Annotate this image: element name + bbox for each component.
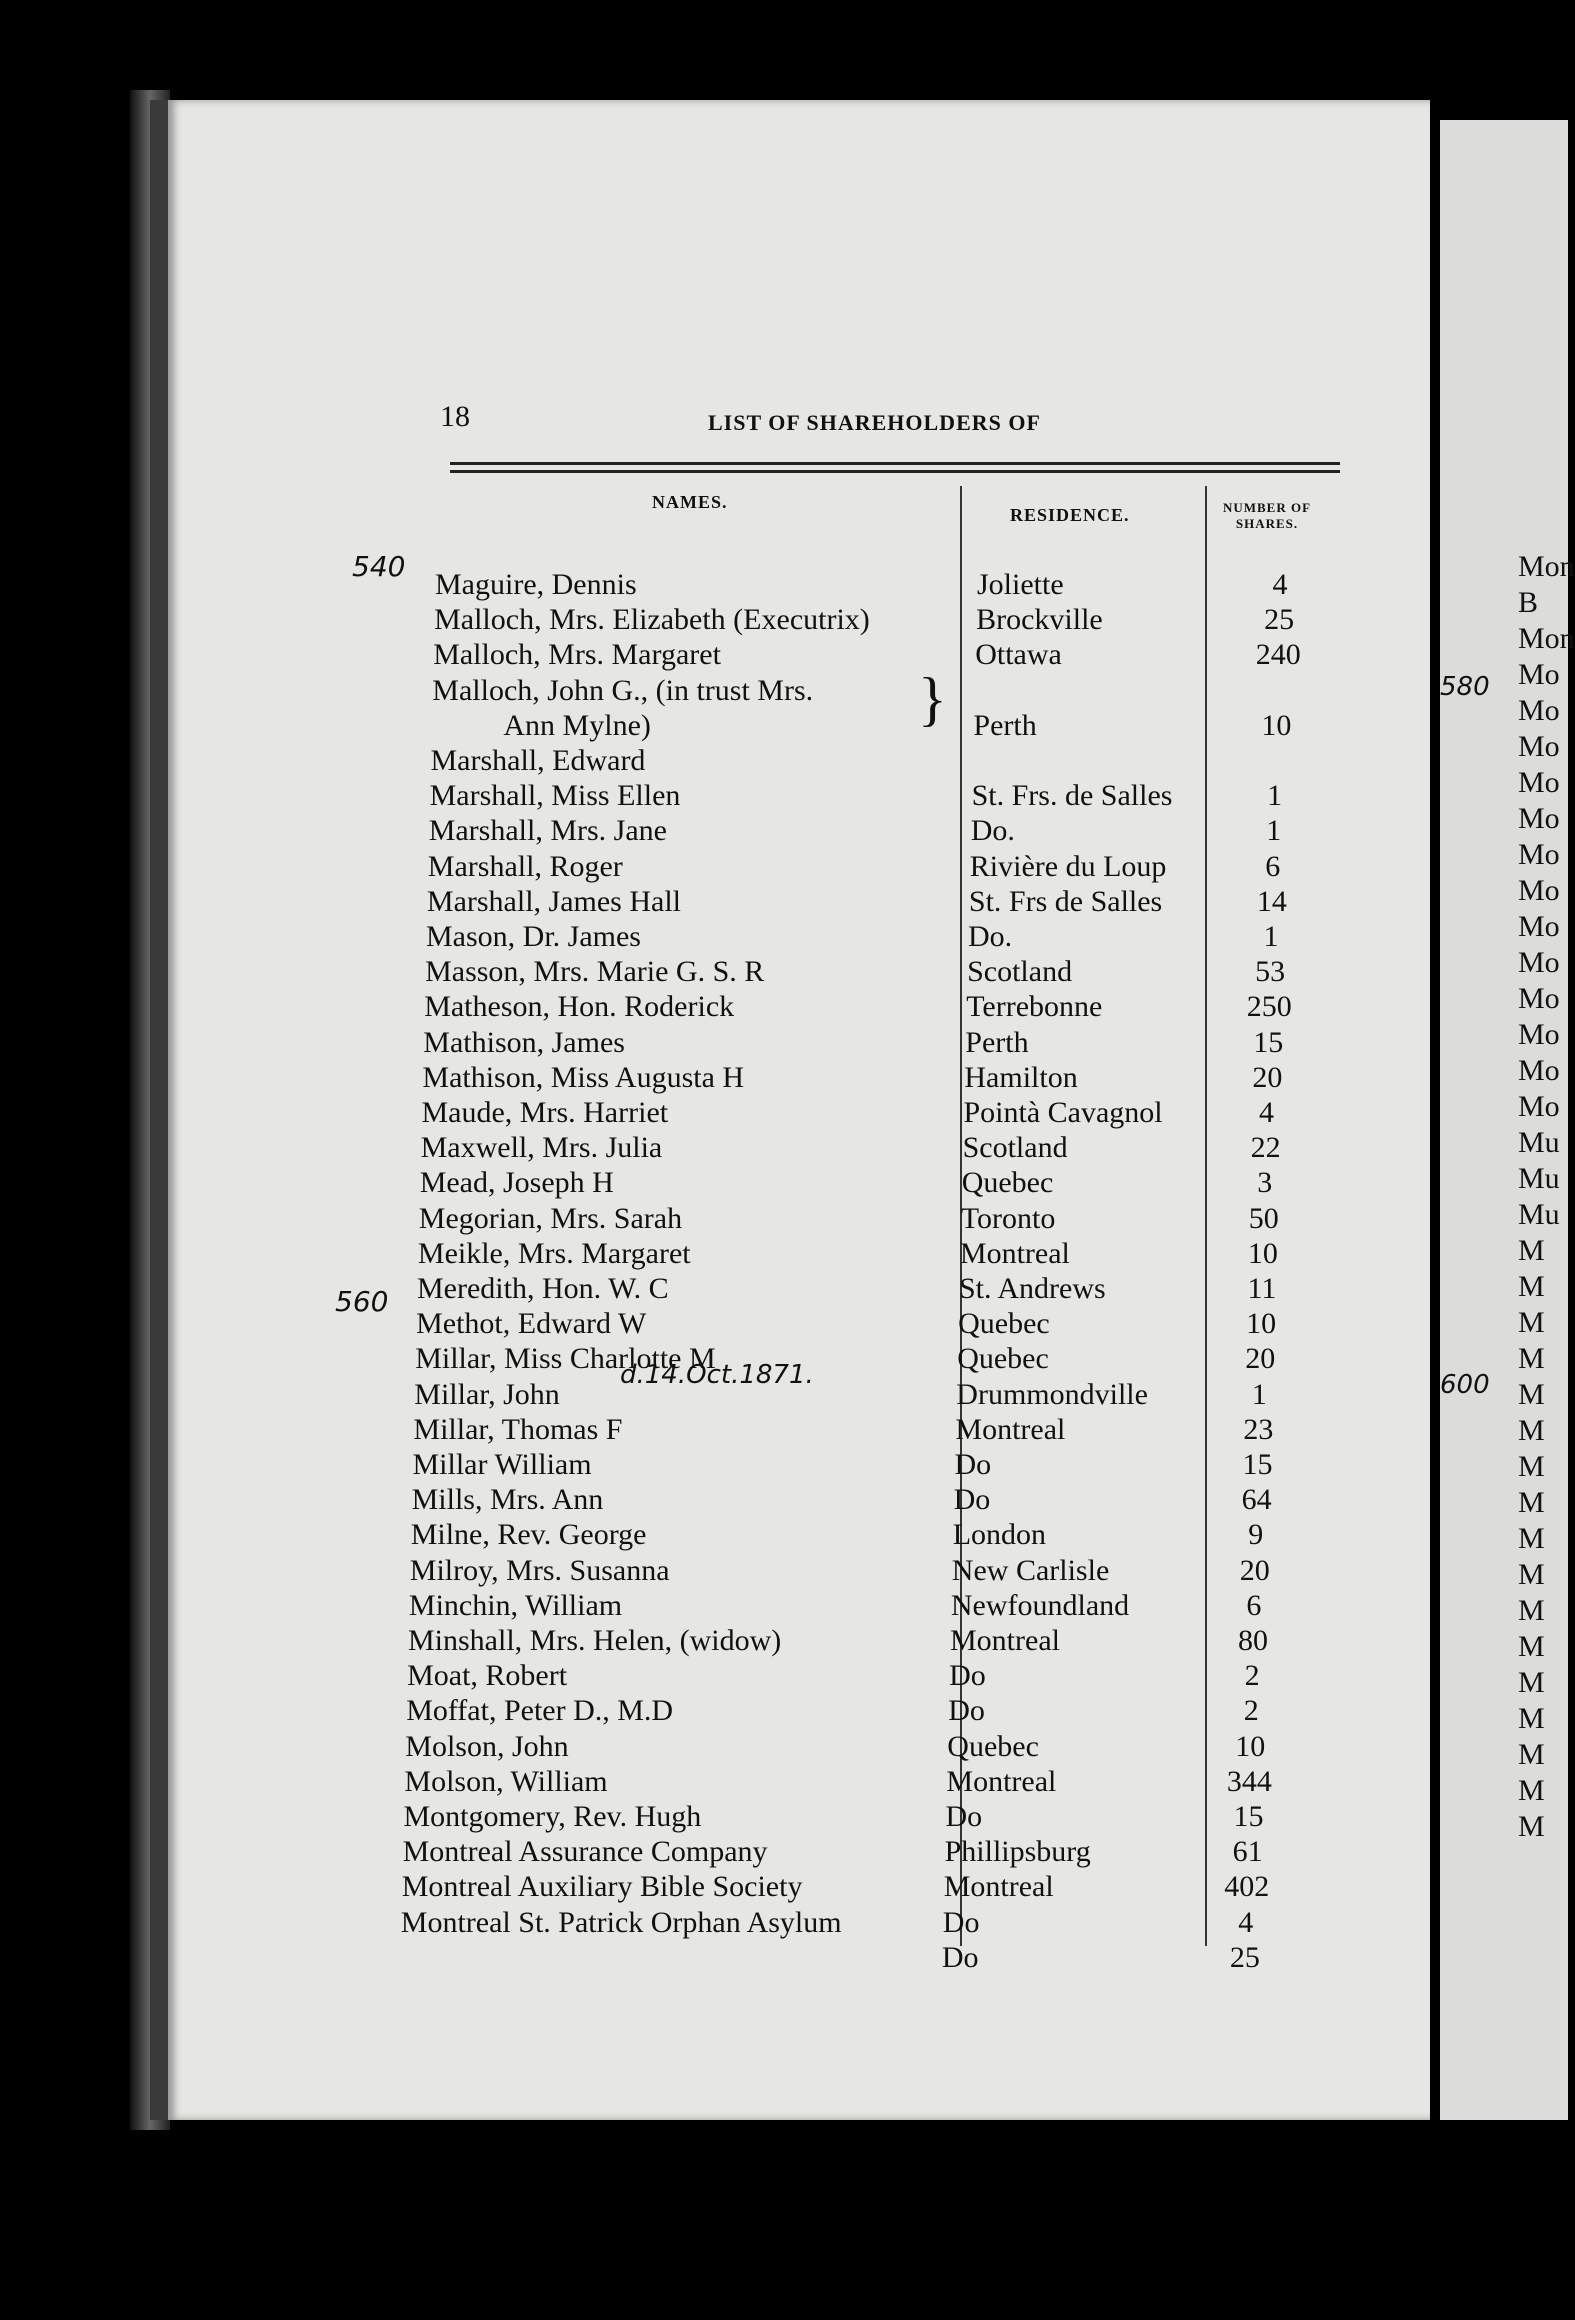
shareholder-name: Mathison, Miss Augusta H <box>422 1060 745 1094</box>
shareholder-name: Millar, Thomas F <box>413 1412 623 1446</box>
shareholder-residence: Do <box>941 1940 979 1974</box>
table-row <box>431 744 1331 779</box>
shareholder-shares: 4 <box>1238 1905 1254 1939</box>
margin-mark-560: 560 <box>335 1285 389 1318</box>
table-row <box>426 920 1326 955</box>
table-row <box>425 955 1325 990</box>
shareholder-name: Molson, William <box>404 1764 608 1798</box>
shareholder-name: Montgomery, Rev. Hugh <box>403 1800 702 1833</box>
table-row <box>419 1202 1319 1237</box>
facing-page-fragment: Mo <box>1518 694 1560 727</box>
shareholder-shares: 80 <box>1238 1624 1268 1657</box>
shareholder-residence: Perth <box>965 1025 1029 1059</box>
table-row <box>410 1554 1310 1589</box>
shareholder-name: Meikle, Mrs. Margaret <box>417 1236 691 1270</box>
facing-page-fragment: Mon <box>1518 622 1575 655</box>
shareholder-residence: Quebec <box>957 1342 1049 1376</box>
shareholder-name: Mason, Dr. James <box>426 920 641 953</box>
table-row <box>421 1131 1321 1166</box>
table-row <box>408 1624 1308 1659</box>
table-row <box>414 1378 1314 1413</box>
shareholder-residence: Ottawa <box>975 638 1062 672</box>
facing-page-fragment: Mo <box>1518 766 1560 799</box>
table-row <box>404 1800 1304 1835</box>
shareholder-shares: 1 <box>1267 779 1283 813</box>
table-row <box>418 1237 1318 1272</box>
shareholder-name: Mathison, James <box>423 1025 625 1059</box>
table-row <box>413 1448 1313 1483</box>
table-row <box>431 709 1331 744</box>
facing-page-fragment: Mon <box>1518 550 1575 583</box>
shareholder-residence: Terrebonne <box>966 990 1103 1024</box>
shareholder-name: Malloch, Mrs. Margaret <box>433 638 721 672</box>
table-row <box>422 1096 1322 1131</box>
shareholder-shares: 9 <box>1248 1518 1264 1552</box>
shareholder-shares: 23 <box>1243 1412 1274 1446</box>
shareholder-name: Malloch, Mrs. Elizabeth (Executrix) <box>434 603 870 637</box>
table-row <box>412 1483 1312 1518</box>
shareholder-residence: London <box>952 1518 1047 1552</box>
shareholder-name: Maude, Mrs. Harriet <box>421 1096 669 1129</box>
shareholder-name: Marshall, Mrs. Jane <box>428 814 667 848</box>
shareholder-shares: 1 <box>1263 920 1279 953</box>
facing-page-fragment: M <box>1518 1702 1545 1735</box>
shareholder-shares: 1 <box>1266 814 1282 848</box>
facing-page-fragment: Mo <box>1518 730 1560 763</box>
shareholder-name: Marshall, Edward <box>430 744 646 777</box>
shareholder-residence: Do <box>953 1483 991 1517</box>
shareholder-name: Ann Mylne) <box>503 708 651 742</box>
col-header-residence: RESIDENCE. <box>1010 505 1130 525</box>
header-rule-top <box>450 462 1340 465</box>
shareholder-name: Megorian, Mrs. Sarah <box>418 1201 683 1235</box>
facing-page-fragment: M <box>1518 1810 1545 1843</box>
shareholder-residence: Drummondville <box>956 1377 1148 1411</box>
shareholder-name: Molson, John <box>405 1729 569 1763</box>
shareholder-name: Milroy, Mrs. Susanna <box>409 1553 670 1587</box>
margin-mark-540: 540 <box>352 550 406 583</box>
facing-page-fragment: M <box>1518 1666 1545 1699</box>
brace-mark: } <box>918 666 947 732</box>
shareholder-residence: Montreal <box>943 1870 1054 1904</box>
shareholder-shares: 3 <box>1257 1166 1273 1200</box>
shareholder-residence: Hamilton <box>964 1060 1078 1094</box>
shareholder-shares: 64 <box>1241 1483 1272 1517</box>
facing-page-fragment: Mo <box>1518 1018 1560 1051</box>
shareholder-shares: 25 <box>1229 1940 1260 1974</box>
shareholder-shares: 20 <box>1252 1060 1283 1094</box>
shareholder-name: Moffat, Peter D., M.D <box>406 1694 674 1728</box>
shareholder-residence: St. Frs. de Salles <box>971 779 1173 813</box>
facing-page-fragment: M <box>1518 1486 1545 1519</box>
facing-page-mark: 600 <box>1440 1370 1490 1400</box>
facing-page-fragment: Mo <box>1518 982 1560 1015</box>
facing-page-fragment: Mo <box>1518 658 1560 691</box>
shareholder-residence: Rivière du Loup <box>969 849 1167 883</box>
facing-page-fragment: M <box>1518 1630 1545 1663</box>
table-row <box>415 1342 1315 1377</box>
shareholder-name: Masson, Mrs. Marie G. S. R <box>425 955 765 989</box>
table-row <box>423 1026 1323 1061</box>
shareholder-residence: St. Andrews <box>959 1272 1106 1305</box>
shareholder-residence: Do. <box>970 814 1015 848</box>
shareholder-shares: 20 <box>1245 1342 1276 1376</box>
table-row <box>422 1061 1322 1096</box>
shareholder-name: Millar William <box>412 1448 592 1481</box>
header-rule-bottom <box>450 470 1340 473</box>
table-row <box>432 674 1332 709</box>
facing-page-fragment: M <box>1518 1738 1545 1771</box>
shareholder-name: Maxwell, Mrs. Julia <box>420 1131 663 1165</box>
facing-page-mark: 580 <box>1440 672 1490 702</box>
shareholder-residence: Montreal <box>950 1624 1060 1657</box>
shareholder-residence: Do. <box>968 920 1013 953</box>
page-title: LIST OF SHAREHOLDERS OF <box>708 410 1041 435</box>
death-note: d.14.Oct.1871. <box>620 1360 814 1390</box>
table-row <box>400 1941 1300 1976</box>
shareholder-name: Moat, Robert <box>407 1659 568 1693</box>
shareholder-residence: Montreal <box>955 1412 1066 1446</box>
facing-page-fragment: Mo <box>1518 838 1560 871</box>
shareholder-name: Meredith, Hon. W. C <box>417 1272 669 1305</box>
shareholder-name: Millar, John <box>414 1377 560 1411</box>
table-row <box>413 1413 1313 1448</box>
table-row <box>420 1166 1320 1201</box>
shareholder-residence: St. Frs de Salles <box>968 884 1163 918</box>
shareholder-name: Marshall, Roger <box>427 849 623 883</box>
shareholder-name: Montreal Assurance Company <box>402 1835 768 1869</box>
shareholder-name: Methot, Edward W <box>416 1307 647 1341</box>
shareholder-shares: 53 <box>1255 955 1286 989</box>
shareholder-shares: 240 <box>1255 638 1301 672</box>
shareholder-shares: 4 <box>1259 1096 1274 1129</box>
shareholder-name: Milne, Rev. George <box>410 1518 647 1552</box>
shareholder-shares: 6 <box>1265 849 1281 883</box>
shareholder-shares: 10 <box>1247 1236 1278 1270</box>
shareholder-shares: 10 <box>1235 1729 1266 1763</box>
facing-page-fragment: M <box>1518 1594 1545 1627</box>
shareholder-shares: 20 <box>1239 1553 1270 1587</box>
col-header-shares: NUMBER OF SHARES. <box>1222 500 1312 531</box>
shareholder-residence: Brockville <box>976 603 1103 637</box>
shareholder-shares: 10 <box>1246 1307 1277 1341</box>
table-row <box>424 990 1324 1025</box>
facing-page-fragment: Mo <box>1518 802 1560 835</box>
facing-page-fragment: Mu <box>1518 1162 1560 1195</box>
page-number: 18 <box>440 400 470 433</box>
facing-page-fragment: M <box>1518 1558 1545 1591</box>
shareholder-shares: 61 <box>1232 1835 1263 1869</box>
table-row <box>402 1870 1302 1905</box>
table-row <box>434 603 1334 638</box>
shareholder-residence: Perth <box>973 708 1037 742</box>
facing-page-fragment: M <box>1518 1378 1545 1411</box>
table-row <box>411 1518 1311 1553</box>
shareholder-shares: 50 <box>1248 1201 1279 1235</box>
table-row <box>404 1765 1304 1800</box>
shareholder-name: Montreal Auxiliary Bible Society <box>401 1870 803 1904</box>
shareholder-shares: 15 <box>1253 1025 1284 1059</box>
table-row <box>429 814 1329 849</box>
shareholder-name: Malloch, John G., (in trust Mrs. <box>432 673 814 707</box>
shareholder-residence: Pointà Cavagnol <box>963 1096 1163 1129</box>
table-row <box>428 850 1328 885</box>
facing-page-fragment: M <box>1518 1774 1545 1807</box>
table-row <box>427 885 1327 920</box>
shareholder-shares: 402 <box>1224 1870 1270 1904</box>
facing-page-fragment: M <box>1518 1414 1545 1447</box>
shareholder-residence: Do <box>945 1800 983 1833</box>
facing-page-fragment: M <box>1518 1450 1545 1483</box>
shareholder-name: Montreal St. Patrick Orphan Asylum <box>400 1905 842 1939</box>
shareholder-shares: 1 <box>1251 1377 1267 1411</box>
table-row <box>416 1307 1316 1342</box>
table-row <box>433 638 1333 673</box>
shareholder-name: Mills, Mrs. Ann <box>411 1483 604 1517</box>
shareholder-shares: 11 <box>1247 1272 1277 1305</box>
shareholder-residence: Quebec <box>961 1166 1054 1200</box>
facing-page-fragment: M <box>1518 1522 1545 1555</box>
shareholder-residence: Phillipsburg <box>944 1835 1091 1869</box>
facing-page-fragment: Mo <box>1518 946 1560 979</box>
shareholder-name: Marshall, Miss Ellen <box>429 779 681 813</box>
shareholder-shares: 6 <box>1246 1588 1262 1622</box>
shareholder-residence: Do <box>942 1905 980 1939</box>
shareholder-shares: 2 <box>1243 1694 1259 1728</box>
shareholder-shares: 4 <box>1272 568 1288 601</box>
facing-page-fragment: Mo <box>1518 1054 1560 1087</box>
shareholder-shares: 22 <box>1250 1131 1281 1165</box>
shareholder-residence: Montreal <box>959 1236 1070 1270</box>
shareholder-name: Millar, Miss Charlotte M <box>415 1342 716 1376</box>
facing-page-fragment: M <box>1518 1306 1545 1339</box>
shareholder-residence: Scotland <box>967 955 1073 989</box>
facing-page-fragment: Mo <box>1518 1090 1560 1123</box>
shareholder-residence: Montreal <box>946 1764 1057 1798</box>
shareholder-name: Minchin, William <box>408 1588 623 1622</box>
shareholder-name: Matheson, Hon. Roderick <box>424 990 735 1024</box>
table-row <box>406 1694 1306 1729</box>
facing-page-fragment: M <box>1518 1342 1545 1375</box>
table-row <box>417 1272 1317 1307</box>
shareholder-residence: New Carlisle <box>951 1553 1110 1587</box>
facing-page-fragment: Mu <box>1518 1126 1560 1159</box>
facing-page-fragment: M <box>1518 1234 1545 1267</box>
facing-page-fragment: Mo <box>1518 910 1560 943</box>
shareholder-shares: 15 <box>1233 1800 1264 1833</box>
shareholder-residence: Scotland <box>962 1131 1068 1165</box>
facing-page-fragment: M <box>1518 1270 1545 1303</box>
table-row <box>409 1589 1309 1624</box>
table-row <box>430 779 1330 814</box>
table-row <box>401 1906 1301 1941</box>
shareholder-shares: 344 <box>1226 1764 1272 1798</box>
facing-page-fragment: Mo <box>1518 874 1560 907</box>
shareholder-shares: 25 <box>1264 603 1295 637</box>
shareholder-residence: Joliette <box>977 568 1064 601</box>
shareholder-name: Mead, Joseph H <box>419 1166 614 1200</box>
table-row <box>403 1835 1303 1870</box>
shareholder-residence: Do <box>954 1448 992 1481</box>
shareholder-residence: Newfoundland <box>950 1588 1130 1622</box>
shareholder-residence: Do <box>948 1694 985 1728</box>
shareholder-shares: 10 <box>1261 708 1292 742</box>
facing-page-fragment: B <box>1518 586 1539 619</box>
col-header-names: NAMES. <box>652 492 728 512</box>
facing-page-fragment: Mu <box>1518 1198 1560 1231</box>
shareholder-shares: 15 <box>1242 1448 1273 1481</box>
shareholder-name: Minshall, Mrs. Helen, (widow) <box>408 1624 782 1657</box>
table-row <box>435 568 1335 603</box>
shareholder-residence: Toronto <box>960 1201 1056 1235</box>
shareholder-residence: Do <box>949 1659 986 1693</box>
shareholder-name: Marshall, James Hall <box>426 884 681 918</box>
shareholder-shares: 250 <box>1246 990 1292 1024</box>
shareholder-residence: Quebec <box>947 1729 1039 1763</box>
table-row <box>407 1659 1307 1694</box>
shareholder-shares: 14 <box>1256 884 1287 918</box>
shareholder-name: Maguire, Dennis <box>435 568 637 601</box>
shareholder-shares: 2 <box>1244 1659 1260 1693</box>
table-row <box>405 1730 1305 1765</box>
shareholder-residence: Quebec <box>958 1307 1050 1341</box>
facing-page <box>1440 120 1575 2120</box>
